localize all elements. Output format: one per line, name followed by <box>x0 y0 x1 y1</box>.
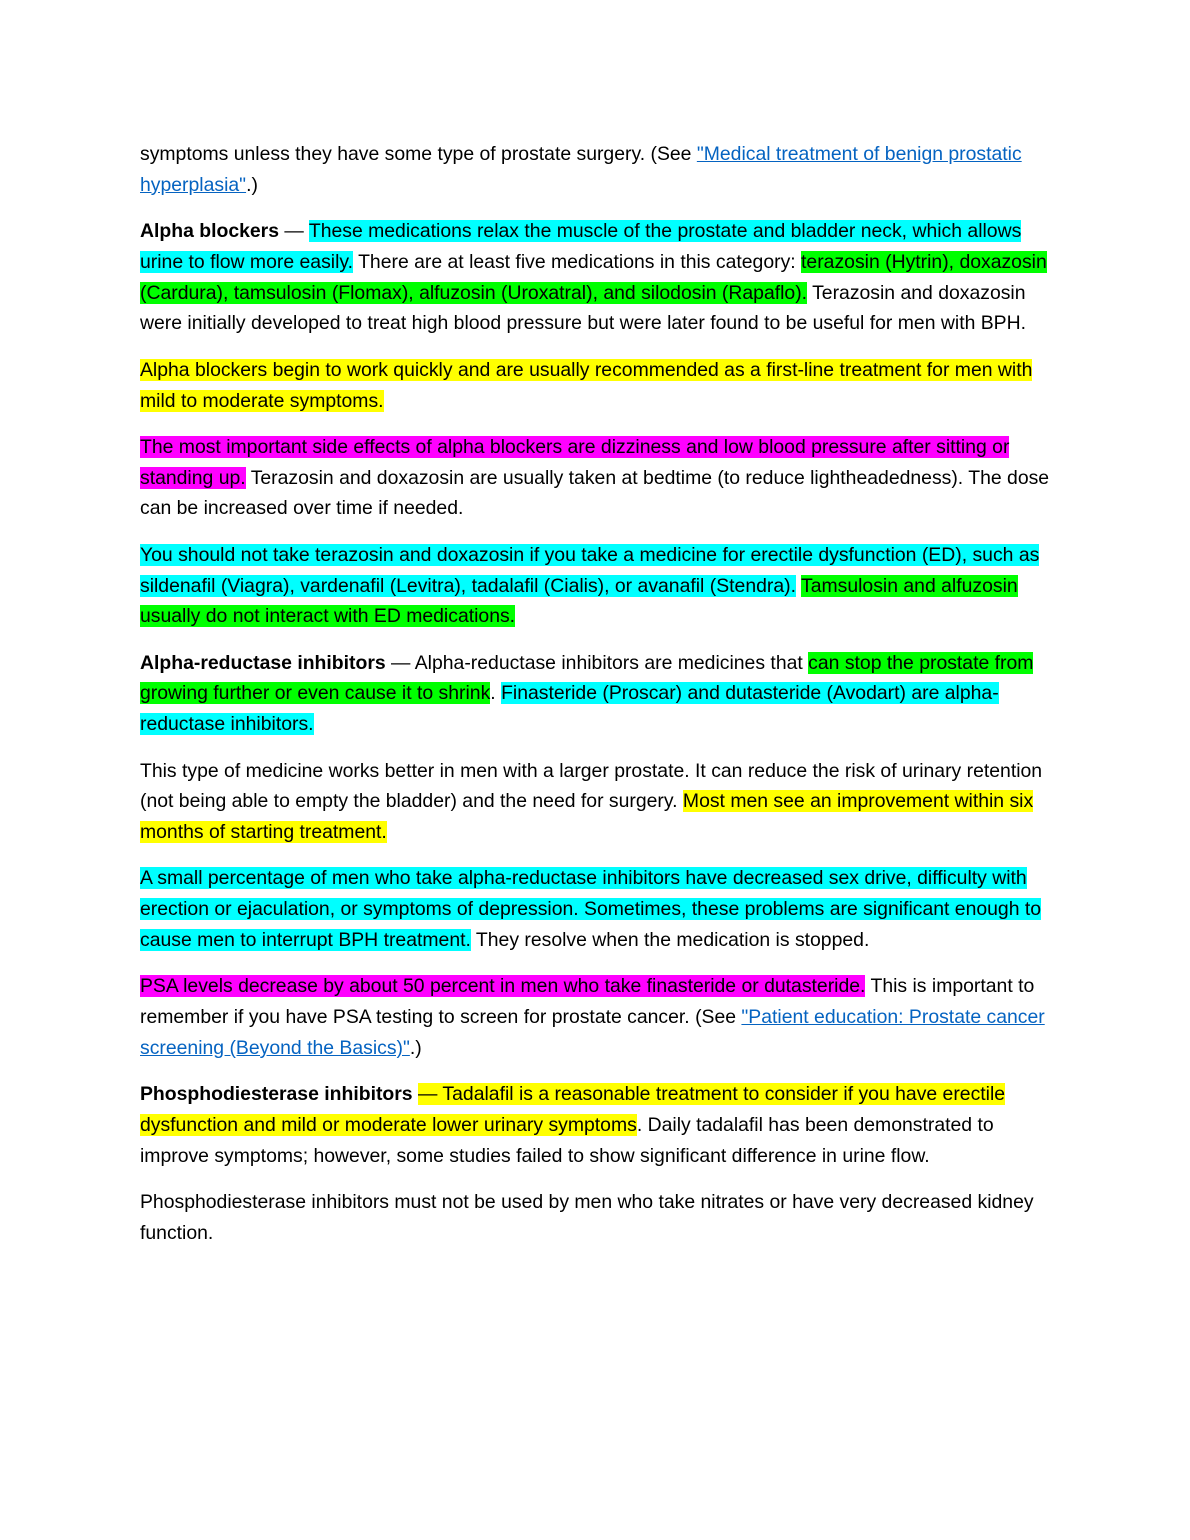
text-run: — <box>279 220 309 243</box>
paragraph-alpha-reductase <box>140 648 1052 740</box>
text-run: Terazosin and doxazosin are usually taken at bedtime (to reduce lightheadedness). The dose can be increased over time if needed. <box>140 466 1050 520</box>
highlight-magenta: PSA levels decrease by about 50 percent in men who take finasteride or dutasteride. <box>140 975 866 998</box>
highlight-magenta: The most important side effects of alpha blockers are dizziness and low blood pressure after sitting or standing up. <box>140 435 1010 489</box>
text-run: .) <box>409 1036 422 1059</box>
highlight-green: Tamsulosin and alfuzosin usually do not interact with ED medications. <box>140 574 1018 628</box>
link-prostate-cancer-screening[interactable]: "Patient education: Prostate cancer screening (Beyond the Basics)" <box>140 1006 1045 1059</box>
highlight-cyan: These medications relax the muscle of the prostate and bladder neck, which allows urine to flow more easily. <box>140 220 1022 273</box>
highlight-yellow: — Tadalafil is a reasonable treatment to consider if you have erectile dysfunction and mild or moderate lower urinary symptoms <box>140 1083 1006 1137</box>
text-run: This is important to remember if you have PSA testing to screen for prostate cancer. (See <box>140 975 1035 1029</box>
highlight-cyan: Finasteride (Proscar) and dutasteride (Avodart) are alpha-reductase inhibitors. <box>140 682 999 736</box>
text-run: Phosphodiesterase inhibitors must not be used by men who take nitrates or have very decreased kidney function. <box>140 1191 1034 1244</box>
text-run: . <box>490 682 502 705</box>
text-run: . Daily tadalafil has been demonstrated to improve symptoms; however, some studies failed to show significant difference in urine flow. <box>140 1114 994 1167</box>
paragraph-larger-prostate <box>140 756 1052 848</box>
text-run: They resolve when the medication is stopped. <box>470 929 870 952</box>
text-run: This type of medicine works better in men with a larger prostate. It can reduce the risk of urinary retention (not being able to empty the bladder) and the need for surgery. <box>140 759 1043 813</box>
heading-alpha-blockers: Alpha blockers <box>140 220 280 243</box>
paragraph-psa-levels <box>140 971 1052 1063</box>
highlight-green: terazosin (Hytrin), doxazosin (Cardura), tamsulosin (Flomax), alfuzosin (Uroxatral), and silodosin (Rapaflo). <box>140 250 1047 304</box>
paragraph-surgery-note <box>140 139 1052 201</box>
paragraph-alpha-blockers <box>140 216 1052 339</box>
highlight-cyan: You should not take terazosin and doxazosin if you take a medicine for erectile dysfunction (ED), such as sildenafil (Viagra), vardenafil (Levitra), tadalafil (Cialis), or avanafil (Stendra). <box>140 543 1040 597</box>
document-page <box>140 139 1052 1264</box>
text-run: — Alpha-reductase inhibitors are medicines that <box>385 651 809 674</box>
paragraph-alpha-first-line <box>140 355 1052 417</box>
highlight-yellow: Most men see an improvement within six months of starting treatment. <box>140 790 1034 844</box>
text-run: There are at least five medications in this category: <box>353 250 802 273</box>
text-run: .) <box>246 173 258 196</box>
highlight-yellow: Alpha blockers begin to work quickly and are usually recommended as a first-line treatment for men with mild to moderate symptoms. <box>140 358 1033 412</box>
heading-alpha-reductase-inhibitors: Alpha-reductase inhibitors <box>140 651 386 674</box>
paragraph-alpha-side-effects <box>140 432 1052 524</box>
paragraph-ed-interaction <box>140 540 1052 632</box>
text-run: Terazosin and doxazosin were initially developed to treat high blood pressure but were later found to be useful for men with BPH. <box>140 281 1027 335</box>
paragraph-phosphodiesterase <box>140 1079 1052 1171</box>
heading-phosphodiesterase-inhibitors: Phosphodiesterase inhibitors <box>140 1083 413 1106</box>
highlight-cyan: A small percentage of men who take alpha-reductase inhibitors have decreased sex drive, difficulty with erection or ejaculation, or symptoms of depression. Sometimes, these problems are significant enough to cause men to interrupt BPH treatment. <box>140 867 1042 952</box>
paragraph-nitrates-warning <box>140 1187 1052 1249</box>
link-medical-treatment-bph[interactable]: "Medical treatment of benign prostatic hyperplasia" <box>140 143 1022 196</box>
highlight-green: can stop the prostate from growing further or even cause it to shrink <box>140 651 1034 705</box>
text-run: symptoms unless they have some type of prostate surgery. (See <box>140 143 697 165</box>
paragraph-reductase-side-effects <box>140 863 1052 955</box>
